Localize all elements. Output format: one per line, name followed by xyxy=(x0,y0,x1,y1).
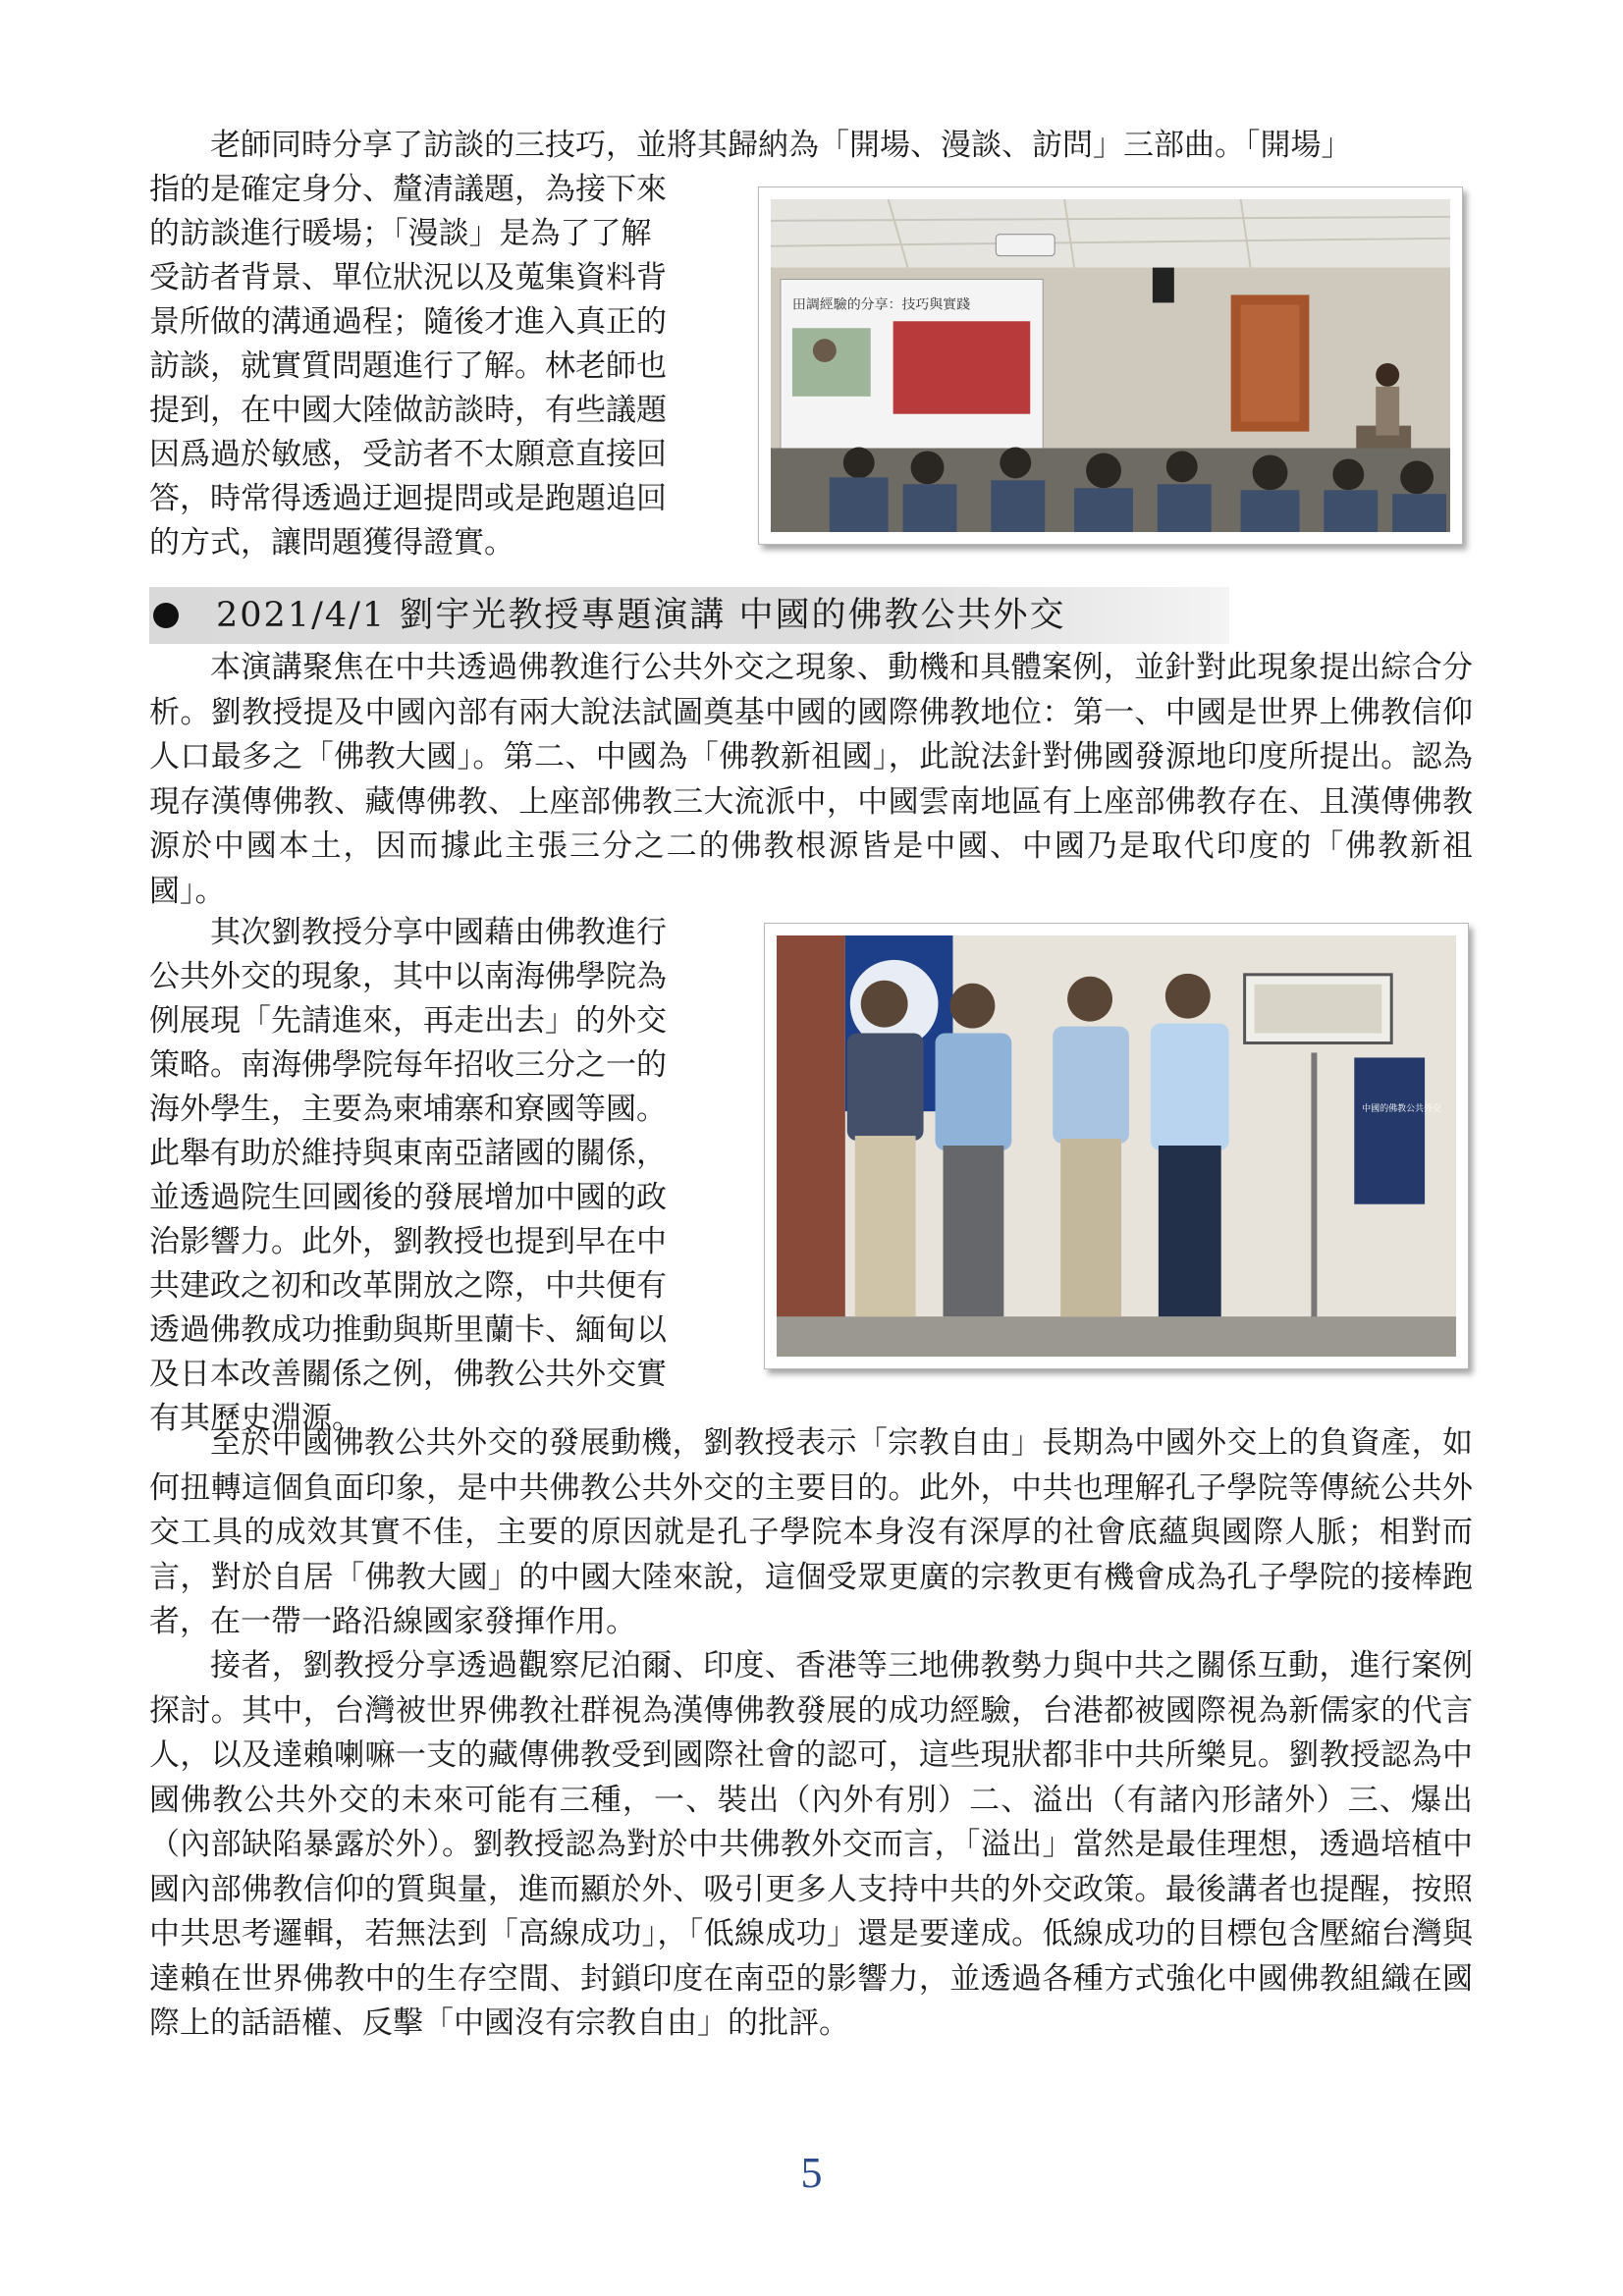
text-line: 策略。南海佛學院每年招收三分之一的 xyxy=(149,1047,667,1083)
text-line: 其次劉教授分享中國藉由佛教進行 xyxy=(210,915,667,950)
group-photo-image xyxy=(777,935,1456,1357)
bullet-icon xyxy=(153,603,179,628)
text-line: 因爲過於敏感，受訪者不太願意直接回 xyxy=(149,437,667,472)
paragraph-motivation: 至於中國佛教公共外交的發展動機，劉教授表示「宗教自由」長期為中國外交上的負資產，如何扭轉這個負面印象，是中共佛教公共外交的主要目的。此外，中共也理解孔子學院等傳統公共外交工具的成效其實不佳，主要的原因就是孔子學院本身沒有深厚的社會底蘊與國際人脈；相對而言，對於自居「佛教大國」的中國大陸來說，這個受眾更廣的宗教更有機會成為孔子學院的接棒跑者，在一帶一路沿線國家發揮作用。 xyxy=(149,1425,1473,1639)
lecture-room-image xyxy=(771,199,1450,532)
text-line: 的方式，讓問題獲得證實。 xyxy=(149,525,514,561)
poster-text: 中國的佛教公共外交 xyxy=(1362,1104,1441,1115)
text-line: 提到，在中國大陸做訪談時，有些議題 xyxy=(149,393,667,428)
text-line: 治影響力。此外，劉教授也提到早在中 xyxy=(149,1224,667,1259)
text-line: 公共外交的現象，其中以南海佛學院為 xyxy=(149,959,667,994)
screen-title: 田調經驗的分享：技巧與實踐 xyxy=(791,296,971,313)
text-line: 並透過院生回國後的發展增加中國的政 xyxy=(149,1180,667,1215)
paragraph-overview: 本演講聚焦在中共透過佛教進行公共外交之現象、動機和具體案例，並針對此現象提出綜合分析。劉教授提及中國內部有兩大說法試圖奠基中國的國際佛教地位：第一、中國是世界上佛教信仰人口最多之「佛教大國」。第二、中國為「佛教新祖國」，此說法針對佛國發源地印度所提出。認為現存漢傳佛教、藏傳佛教、上座部佛教三大流派中，中國雲南地區有上座部佛教存在、且漢傳佛教源於中國本土，因而據此主張三分之二的佛教根源皆是中國、中國乃是取代印度的「佛教新祖國」。 xyxy=(149,650,1473,909)
lecture-photo xyxy=(758,187,1463,545)
paragraph-case-studies: 接者，劉教授分享透過觀察尼泊爾、印度、香港等三地佛教勢力與中共之關係互動，進行案例探討。其中，台灣被世界佛教社群視為漢傳佛教發展的成功經驗，台港都被國際視為新儒家的代言人，以及達賴喇嘛一支的藏傳佛教受到國際社會的認可，這些現狀都非中共所樂見。劉教授認為中國佛教公共外交的未來可能有三種，一、裝出（內外有別）二、溢出（有諸內形諸外）三、爆出（內部缺陷暴露於外）。劉教授認為對於中共佛教外交而言，「溢出」當然是最佳理想，透過培植中國內部佛教信仰的質與量，進而顯於外、吸引更多人支持中共的外交政策。最後講者也提醒，按照中共思考邏輯，若無法到「高線成功」，「低線成功」還是要達成。低線成功的目標包含壓縮台灣與達賴在世界佛教中的生存空間、封鎖印度在南亞的影響力，並透過各種方式強化中國佛教組織在國際上的話語權、反擊「中國沒有宗教自由」的批評。 xyxy=(149,1648,1473,2041)
text-line: 有其歷史淵源。 xyxy=(149,1401,362,1436)
text-line: 景所做的溝通過程；隨後才進入真正的 xyxy=(149,304,667,340)
text-line: 例展現「先請進來，再走出去」的外交 xyxy=(149,1003,667,1039)
text-line: 的訪談進行暖場；「漫談」是為了了解 xyxy=(149,216,652,251)
text-line: 答，時常得透過迂迴提問或是跑題追回 xyxy=(149,481,667,516)
group-photo xyxy=(764,923,1469,1369)
text-line: 指的是確定身分、釐清議題，為接下來 xyxy=(149,172,667,207)
page-number: 5 xyxy=(800,2149,823,2197)
text-line: 共建政之初和改革開放之際，中共便有 xyxy=(149,1268,667,1304)
text-line: 受訪者背景、單位狀況以及蒐集資料背 xyxy=(149,260,667,295)
text-line: 海外學生，主要為柬埔寨和寮國等國。 xyxy=(149,1092,667,1127)
text-line: 老師同時分享了訪談的三技巧，並將其歸納為「開場、漫談、訪問」三部曲。「開場」 xyxy=(210,128,1352,163)
section-heading: 2021/4/1 劉宇光教授專題演講 中國的佛教公共外交 xyxy=(216,596,1066,635)
text-line: 及日本改善關係之例，佛教公共外交實 xyxy=(149,1357,667,1392)
paragraph-nanhai-academy xyxy=(149,911,667,1441)
text-line: 此舉有助於維持與東南亞諸國的關係， xyxy=(149,1136,667,1171)
text-line: 訪談，就實質問題進行了解。林老師也 xyxy=(149,348,667,384)
text-line: 透過佛教成功推動與斯里蘭卡、緬甸以 xyxy=(149,1312,667,1348)
